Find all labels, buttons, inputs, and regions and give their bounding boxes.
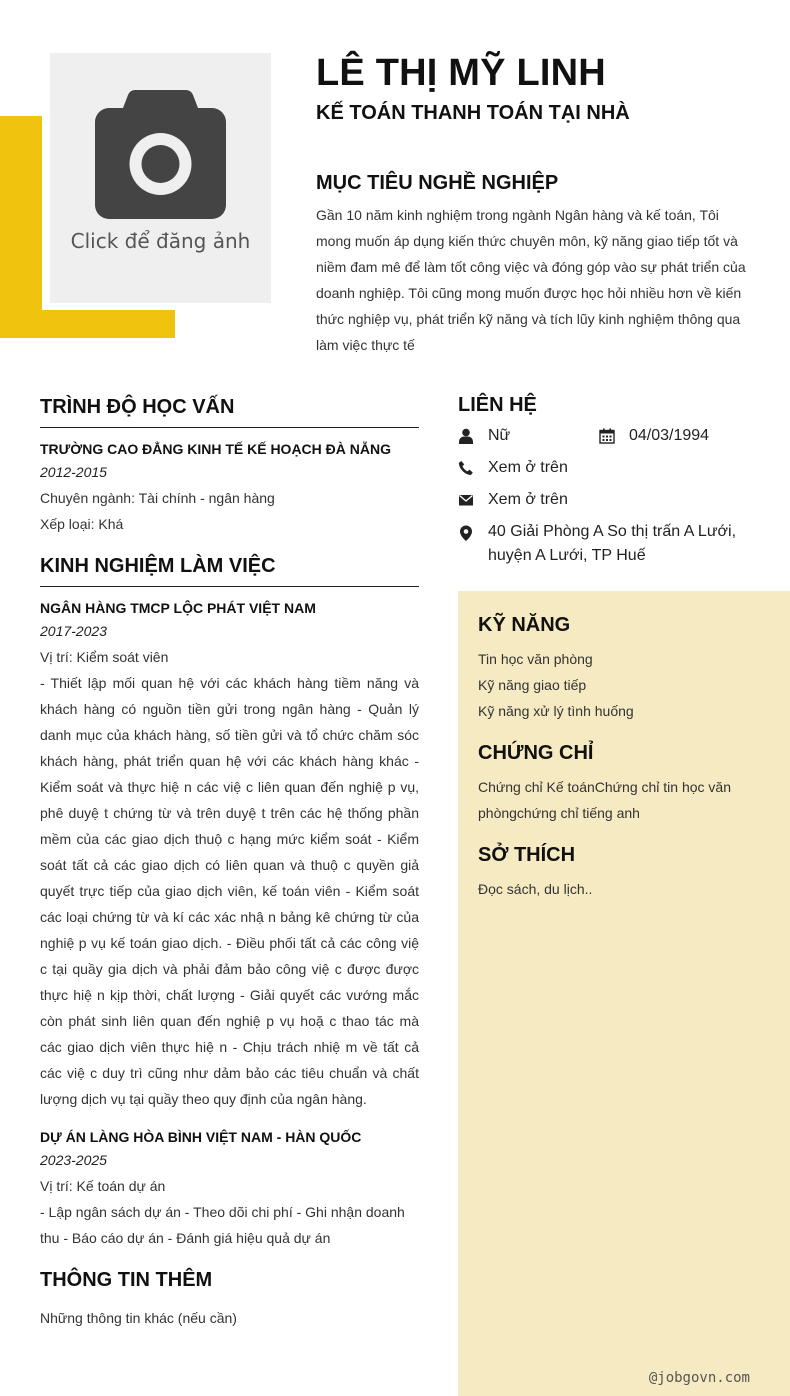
additional-heading: THÔNG TIN THÊM: [40, 1269, 213, 1291]
job-description: - Thiết lập mối quan hệ với các khách hàng tiềm năng và khách hàng có nguồn tiền gửi trong ngân hàng - Quản lý danh mục của khách hàng, số tiền gửi và tổ chức chăm sóc khách hàng, phát triển quan hệ với các khách hàng khác - Kiểm soát và thực hiệ n các việ c liên quan đến nghiệ p vụ, phê duyệ t chứng từ và trên duyệ t trên các hệ thống phần mềm của các giao dịch thuộ c hạng mức kiểm soát - Kiểm soát tất cả các giao dịch có liên quan và thuộ c quyền giả quyết trực tiếp của giao dịch viên, kế toán viên - Kiểm soát các loại chứng từ và kí các xác nhậ n bảng kê chứng từ của nghiệ p vụ kế toán giao dịch. - Điều phối tất cả các công việ c tại quầy gia dịch và phải đảm bảo công việ c được được thực hiệ n kịp thời, chất lượng - Giải quyết các vướng mắc còn phát sinh liên quan đến nghiệ p vụ hoặ c thao tác mà các giao dịch viên thực hiệ n - Chịu trách nhiệ m về tất cả các việ c duy trì cũng như dảm bảo các tiêu chuẩn và chất lượng dịch vụ tại quầy theo quy định của ngân hàng.: [40, 675, 419, 1107]
education-school: TRƯỜNG CAO ĐẲNG KINH TẾ KẾ HOẠCH ĐÀ NẴNG: [40, 441, 391, 457]
job-description: - Lập ngân sách dự án - Theo dõi chi phí - Ghi nhận doanh thu - Báo cáo dự án - Đánh giá hiệu quả dự án: [40, 1204, 405, 1246]
job-period: 2017-2023: [40, 623, 107, 639]
additional-text: Những thông tin khác (nếu cần): [40, 1310, 237, 1326]
certificates-heading: CHỨNG CHỈ: [478, 742, 594, 764]
education-heading: TRÌNH ĐỘ HỌC VẤN: [40, 396, 419, 428]
email-icon: [458, 492, 474, 508]
experience-heading: KINH NGHIỆM LÀM VIỆC: [40, 555, 419, 587]
location-pin-icon: [458, 525, 474, 541]
job-position: Vị trí: Kiểm soát viên: [40, 649, 169, 665]
skills-heading: KỸ NĂNG: [478, 614, 571, 636]
person-icon: [458, 428, 474, 444]
side-panel: [458, 591, 790, 1396]
birthdate-value: 04/03/1994: [629, 427, 710, 444]
skill-item: Kỹ năng giao tiếp: [478, 677, 587, 693]
phone-icon: [458, 460, 474, 476]
candidate-name: LÊ THỊ MỸ LINH: [316, 52, 606, 94]
job-title: KẾ TOÁN THANH TOÁN TẠI NHÀ: [316, 102, 630, 124]
certificates-text: Chứng chỉ Kế toánChứng chỉ tin học văn phòngchứng chỉ tiếng anh: [478, 779, 732, 821]
accent-bar-horizontal: [0, 310, 175, 338]
skill-item: Tin học văn phòng: [478, 651, 593, 667]
skill-item: Kỹ năng xử lý tình huống: [478, 703, 634, 719]
gender-value: Nữ: [488, 427, 511, 444]
accent-bar-vertical: [0, 116, 42, 338]
photo-upload[interactable]: [50, 53, 271, 303]
job-period: 2023-2025: [40, 1152, 107, 1168]
education-major: Chuyên ngành: Tài chính - ngân hàng: [40, 490, 275, 506]
address-value: 40 Giải Phòng A So thị trấn A Lưới, huyện A Lưới, TP Huế: [488, 523, 737, 564]
objective-heading: MỤC TIÊU NGHỀ NGHIỆP: [316, 172, 559, 194]
objective-text: Gần 10 năm kinh nghiệm trong ngành Ngân hàng và kế toán, Tôi mong muốn áp dụng kiến thức chuyên môn, kỹ năng giao tiếp tốt và niềm đam mê để làm tốt công việc và đóng góp vào sự phát triển của doanh nghiệp. Tôi cũng mong muốn được học hỏi nhiều hơn về kiến thức nghiệp vụ, phát triển kỹ năng và tích lũy kinh nghiệm thông qua làm việc thực tế: [316, 207, 746, 353]
contact-heading: LIÊN HỆ: [458, 394, 537, 416]
calendar-icon: [599, 428, 615, 444]
education-period: 2012-2015: [40, 464, 107, 480]
email-value[interactable]: Xem ở trên: [488, 491, 568, 508]
hobbies-heading: SỞ THÍCH: [478, 844, 576, 866]
camera-icon: [95, 90, 226, 219]
hobbies-text: Đọc sách, du lịch..: [478, 881, 593, 897]
education-grade: Xếp loại: Khá: [40, 516, 124, 532]
phone-value[interactable]: Xem ở trên: [488, 459, 568, 476]
job-company: NGÂN HÀNG TMCP LỘC PHÁT VIỆT NAM: [40, 600, 316, 616]
photo-upload-label: Click để đăng ảnh: [70, 229, 251, 253]
job-company: DỰ ÁN LÀNG HÒA BÌNH VIỆT NAM - HÀN QUỐC: [40, 1129, 362, 1145]
watermark: @jobgovn.com: [648, 1370, 750, 1386]
job-position: Vị trí: Kế toán dự án: [40, 1178, 166, 1194]
